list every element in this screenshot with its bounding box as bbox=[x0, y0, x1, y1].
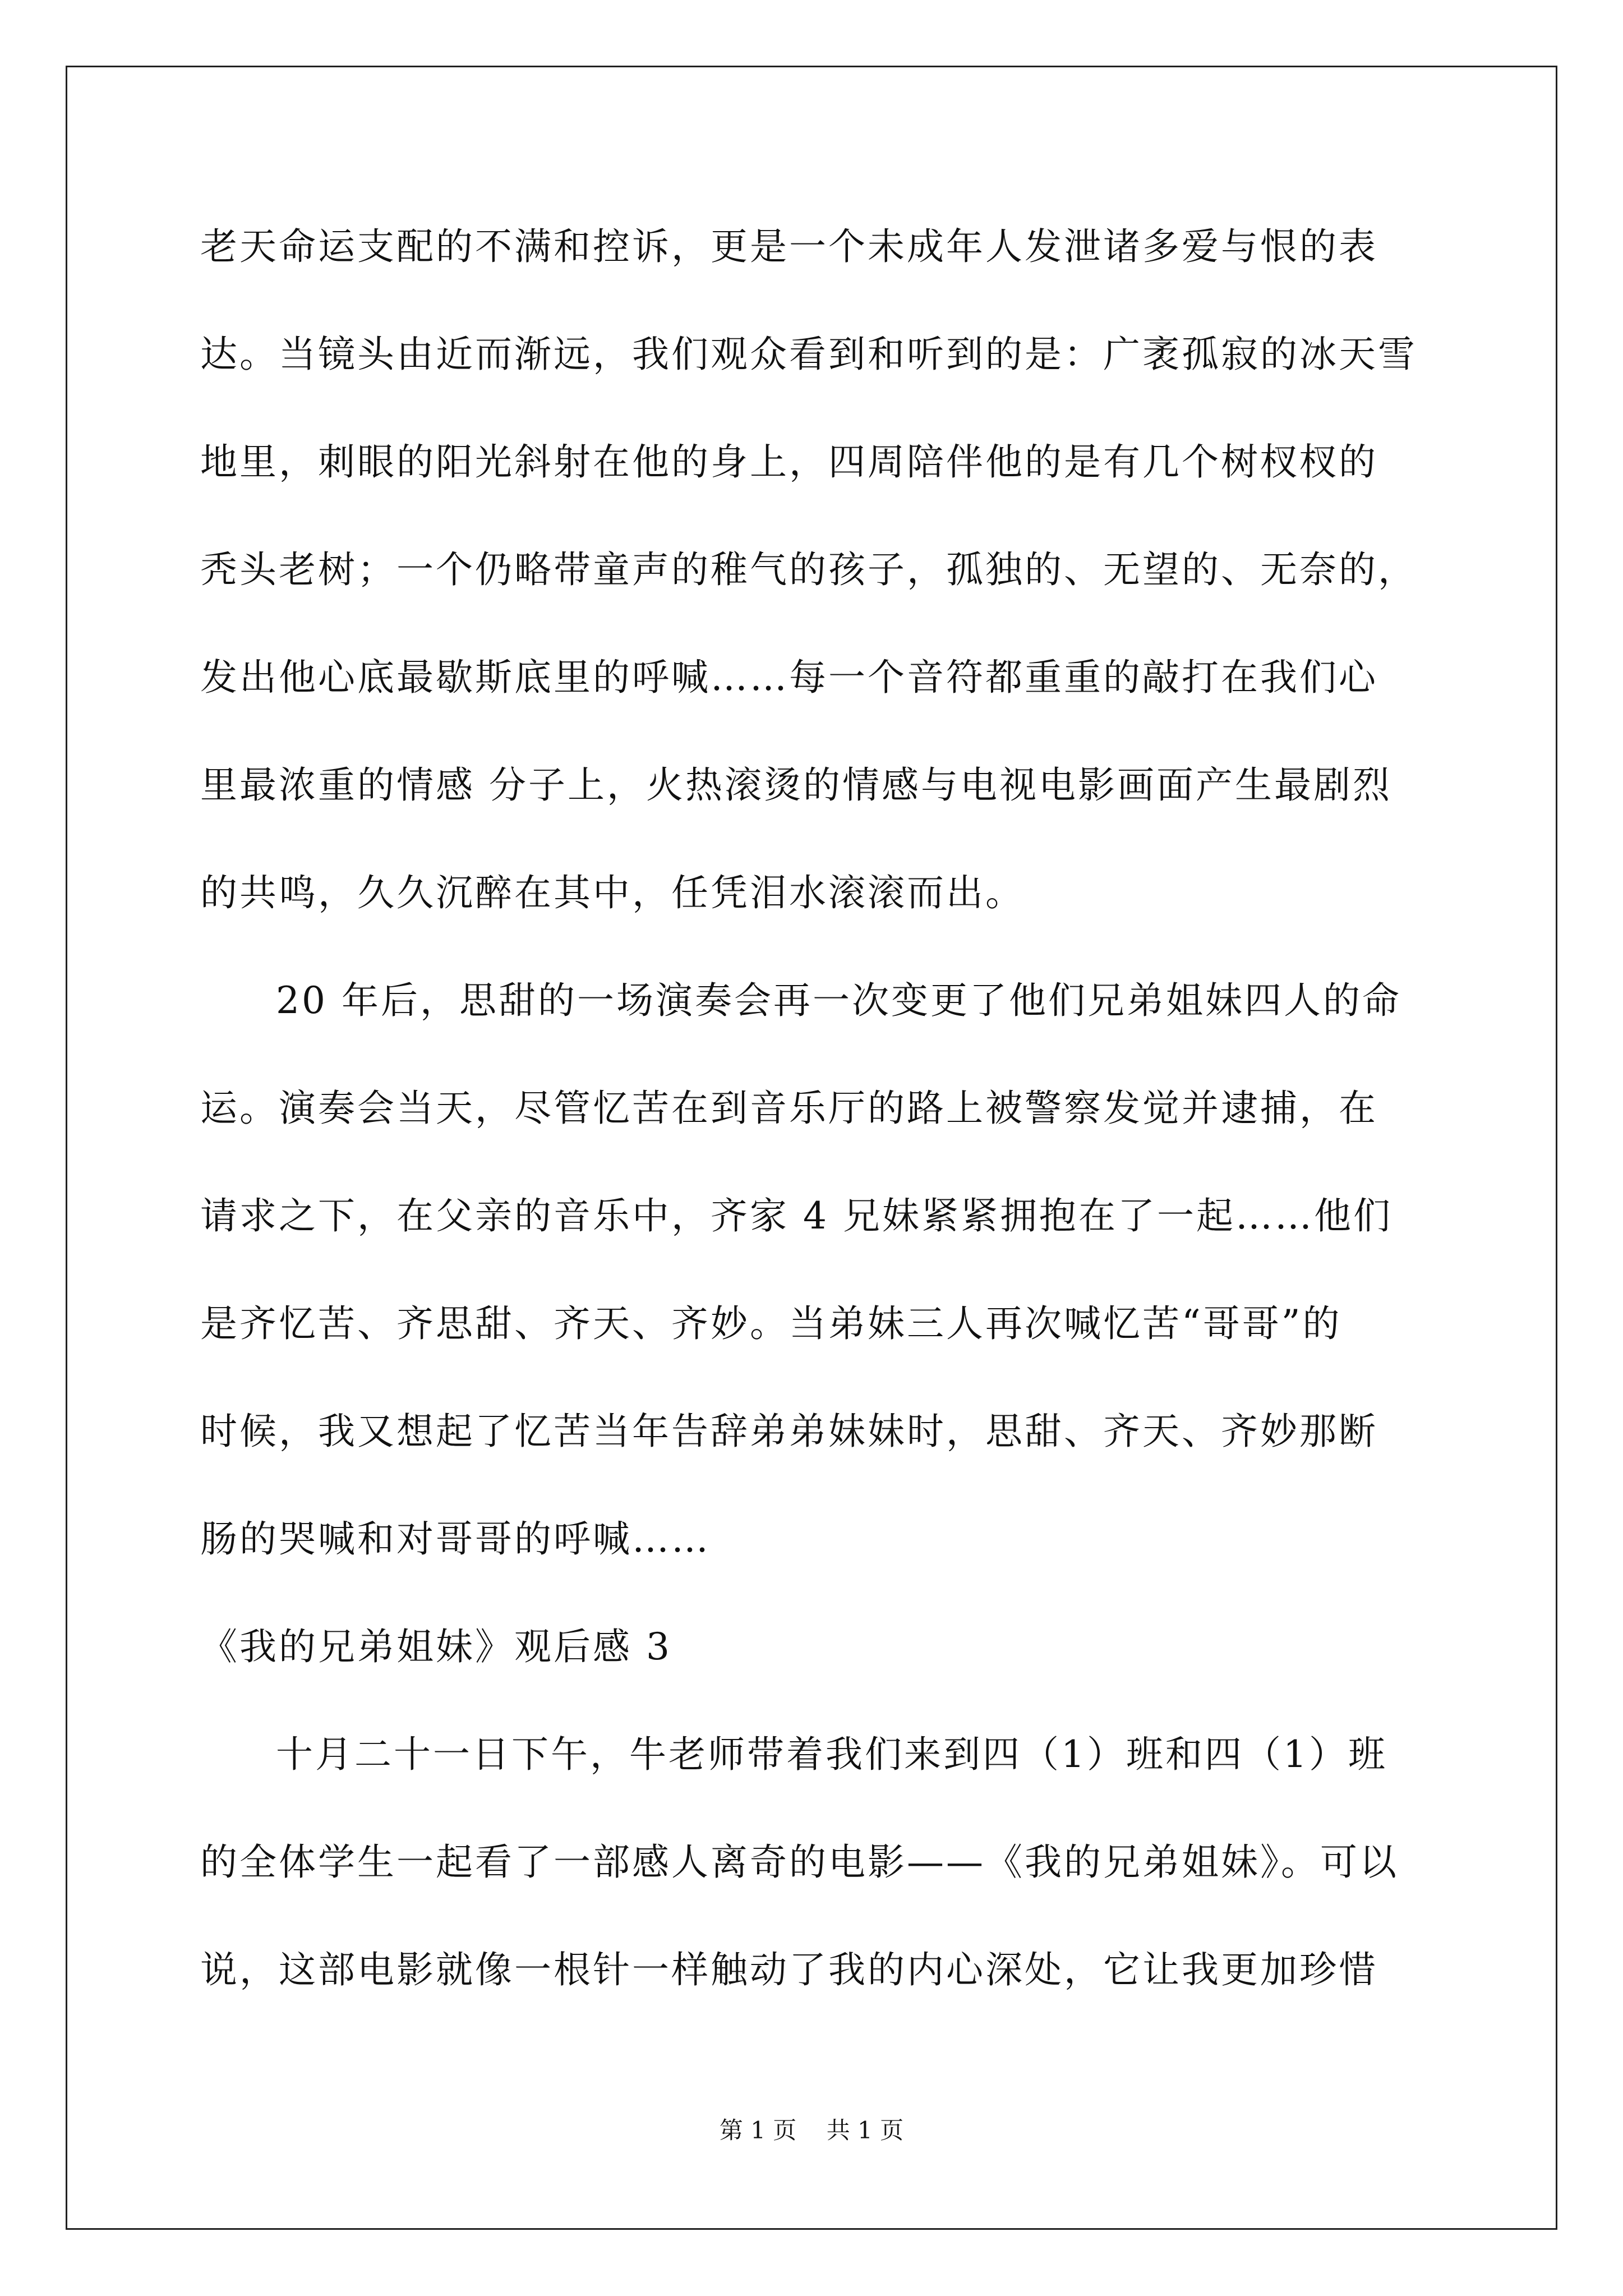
paragraph-line: 达。当镜头由近而渐远，我们观众看到和听到的是：广袤孤寂的冰天雪 bbox=[200, 333, 1417, 376]
paragraph-line: 运。演奏会当天，尽管忆苦在到音乐厅的路上被警察发觉并逮捕，在 bbox=[200, 1087, 1378, 1130]
paragraph-line: 20 年后，思甜的一场演奏会再一次变更了他们兄弟姐妹四人的命 bbox=[276, 979, 1401, 1022]
paragraph-line: 里最浓重的情感 分子上，火热滚烫的情感与电视电影画面产生最剧烈 bbox=[200, 763, 1392, 807]
paragraph-line: 时候，我又想起了忆苦当年告辞弟弟妹妹时，思甜、齐天、齐妙那断 bbox=[200, 1410, 1378, 1453]
paragraph-line: 的共鸣，久久沉醉在其中，任凭泪水滚滚而出。 bbox=[200, 871, 1025, 914]
paragraph-line: 发出他心底最歇斯底里的呼喊……每一个音符都重重的敲打在我们心 bbox=[200, 656, 1378, 699]
paragraph-line: 地里，刺眼的阳光斜射在他的身上，四周陪伴他的是有几个树杈杈的 bbox=[200, 440, 1378, 484]
paragraph-line: 秃头老树；一个仍略带童声的稚气的孩子，孤独的、无望的、无奈的， bbox=[200, 548, 1417, 591]
section-heading: 《我的兄弟姐妹》观后感 3 bbox=[200, 1625, 672, 1668]
page-border bbox=[66, 66, 1557, 2230]
paragraph-line: 说，这部电影就像一根针一样触动了我的内心深处，它让我更加珍惜 bbox=[200, 1948, 1378, 1991]
paragraph-line: 肠的哭喊和对哥哥的呼喊…… bbox=[200, 1517, 711, 1561]
paragraph-line: 请求之下，在父亲的音乐中，齐家 4 兄妹紧紧拥抱在了一起……他们 bbox=[200, 1194, 1393, 1237]
page-number-footer: 第 1 页 共 1 页 bbox=[719, 2116, 904, 2144]
paragraph-line: 的全体学生一起看了一部感人离奇的电影——《我的兄弟姐妹》。可以 bbox=[200, 1841, 1399, 1884]
paragraph-line: 老天命运支配的不满和控诉，更是一个未成年人发泄诸多爱与恨的表 bbox=[200, 225, 1378, 268]
paragraph-line: 十月二十一日下午，牛老师带着我们来到四（1）班和四（1）班 bbox=[276, 1733, 1387, 1776]
paragraph-line: 是齐忆苦、齐思甜、齐天、齐妙。当弟妹三人再次喊忆苦“哥哥”的 bbox=[200, 1302, 1342, 1345]
